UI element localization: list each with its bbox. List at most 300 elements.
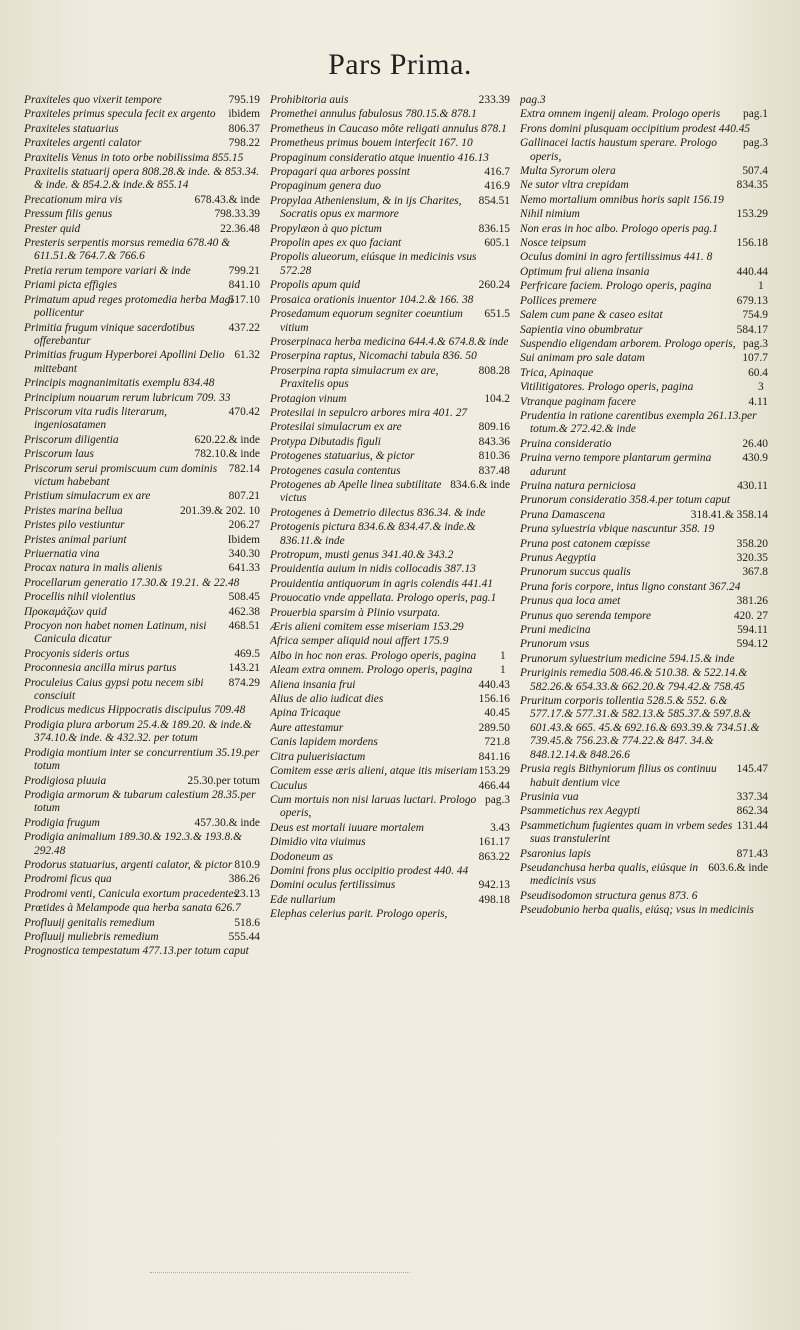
entry-text: Prodigia montium inter se concurrentium 35.19.per totum xyxy=(24,746,260,773)
entry-reference: 233.39 xyxy=(478,94,510,106)
entry-text: Propaginum consideratio atque inuentio 416.13 xyxy=(270,151,489,164)
index-entry xyxy=(520,352,768,365)
entry-reference: 260.24 xyxy=(478,279,510,292)
entry-text: Albo in hoc non eras. Prologo operis, pagina xyxy=(270,649,477,662)
entry-text: Principis magnanimitatis exemplu 834.48 xyxy=(24,377,215,390)
entry-reference: 104.2 xyxy=(484,392,510,405)
index-entry xyxy=(270,507,510,520)
index-entry xyxy=(24,463,260,490)
entry-text: Optimum frui aliena insania xyxy=(520,265,650,278)
entry-text: Africa semper aliquid noui affert 175.9 xyxy=(270,635,449,648)
index-entry xyxy=(520,904,768,917)
index-entry xyxy=(270,693,510,706)
entry-text: Prunorum vsus xyxy=(520,638,590,651)
entry-reference: 498.18 xyxy=(478,893,510,906)
entry-reference: 782.14 xyxy=(228,462,260,475)
index-entry xyxy=(520,890,768,903)
entry-text: Promethei annulus fabulosus 780.15.& 878.1 xyxy=(270,108,477,121)
entry-reference: 143.21 xyxy=(228,662,260,675)
entry-text: Multa Syrorum olera xyxy=(520,165,616,178)
entry-text: Protagion vinum xyxy=(270,392,347,405)
entry-reference: 358.20 xyxy=(736,537,768,550)
entry-text: Æris alieni comitem esse miseriam 153.29 xyxy=(270,621,464,634)
entry-text: Profluuij muliebris remedium xyxy=(24,930,159,943)
index-entry xyxy=(270,479,510,506)
entry-text: Protogenis pictura 834.6.& 834.47.& inde.& 836.11.& inde xyxy=(270,521,476,547)
entry-reference: 863.22 xyxy=(478,850,510,863)
entry-reference: 721.8 xyxy=(484,736,510,749)
index-entry xyxy=(520,223,768,236)
entry-reference: 837.48 xyxy=(478,464,510,477)
entry-reference: ibidem xyxy=(228,108,260,121)
entry-reference: 26.40 xyxy=(742,437,768,450)
entry-text: Propylæon à quo pictum xyxy=(270,222,382,235)
index-entry xyxy=(270,751,510,764)
entry-reference: 60.4 xyxy=(748,366,768,379)
entry-reference: 1 xyxy=(758,280,764,293)
index-entry xyxy=(270,851,510,864)
entry-reference: 782.10.& inde xyxy=(194,448,260,461)
entry-text: Domini frons plus occipitio prodest 440. 44 xyxy=(270,864,469,877)
entry-text: Prosaica orationis inuentor 104.2.& 166. 38 xyxy=(270,293,474,306)
entry-text: Praxiteles quo vixerit tempore xyxy=(24,94,162,106)
entry-text: Sapientia vino obumbratur xyxy=(520,323,643,336)
entry-text: Prohibitoria auis xyxy=(270,94,349,106)
index-entry xyxy=(24,859,260,872)
entry-text: Praxitelis statuarij opera 808.28.& inde. & 853.34. & inde. & 854.2.& inde.& 855.14 xyxy=(24,166,260,192)
entry-reference: 430.11 xyxy=(737,479,768,492)
entry-text: Pruritum corporis tollentia 528.5.& 552. 6.& 577.17.& 577.31.& 582.13.& 585.37.& 597.8.& 601.43.& 665. 45.& 692.16.& 693.39.& 734.51.& 739.45.& 756.23.& 774.22.& 847. 34.& 848.12.14.& 848.26.6 xyxy=(520,695,760,761)
index-entry xyxy=(520,480,768,493)
index-entry xyxy=(24,448,260,461)
index-entry xyxy=(520,438,768,451)
entry-reference: 468.51 xyxy=(228,620,260,633)
entry-text: Procellarum generatio 17.30.& 19.21. & 22.48 xyxy=(24,576,240,589)
entry-text: Trica, Apinaque xyxy=(520,366,594,379)
index-entry xyxy=(270,780,510,793)
entry-text: Prouidentia auium in nidis collocadis 387.13 xyxy=(270,563,476,576)
entry-text: Protesilai simulacrum ex are xyxy=(270,421,402,434)
entry-reference: 420. 27 xyxy=(733,609,768,622)
entry-reference: 25.30.per totum xyxy=(187,774,260,787)
index-entry xyxy=(24,719,260,746)
index-entry xyxy=(24,322,260,349)
index-entry xyxy=(24,931,260,944)
index-entry xyxy=(270,450,510,463)
entry-text: Prodigia armorum & tubarum calestium 28.35.per totum xyxy=(24,788,256,815)
index-entry xyxy=(520,595,768,608)
index-entry xyxy=(270,679,510,692)
entry-reference: 809.16 xyxy=(478,421,510,434)
entry-text: Perfricare faciem. Prologo operis, pagina xyxy=(520,280,712,293)
index-entry xyxy=(520,108,768,121)
entry-reference: 4.11 xyxy=(748,395,768,408)
entry-reference: 22.36.48 xyxy=(220,222,260,235)
entry-text: Prodicus medicus Hippocratis discipulus 709.48 xyxy=(24,704,246,717)
index-entry xyxy=(270,794,510,821)
entry-reference: 834.6.& inde xyxy=(450,478,510,491)
entry-reference: 605.1 xyxy=(484,237,510,250)
entry-text: Priuernatia vina xyxy=(24,548,100,560)
entry-reference: 808.28 xyxy=(478,364,510,377)
entry-text: Priscorum laus xyxy=(24,448,94,461)
index-entry xyxy=(520,653,768,666)
entry-text: Pruni medicina xyxy=(520,624,591,637)
index-entry xyxy=(520,610,768,623)
entry-reference: 440.43 xyxy=(478,678,510,691)
entry-reference: 517.10 xyxy=(228,293,260,306)
entry-text: Canis lapidem mordens xyxy=(270,736,378,749)
entry-text: Prodigia plura arborum 25.4.& 189.20. & inde.& 374.10.& inde. & 432.32. per totum xyxy=(24,718,252,745)
index-entry xyxy=(270,279,510,292)
entry-text: Pruna post catonem cœpisse xyxy=(520,537,651,550)
entry-text: Prouidentia antiquorum in agris colendis 441.41 xyxy=(270,577,493,590)
index-entry xyxy=(520,309,768,322)
entry-text: Propaginum genera duo xyxy=(270,180,381,193)
entry-text: Prœtides à Melampode qua herba sanata 626.7 xyxy=(24,902,241,915)
entry-text: Priscorum vita rudis literarum, ingeniosatamen xyxy=(24,405,168,432)
index-entry xyxy=(520,179,768,192)
entry-text: Prunus quo serenda tempore xyxy=(520,609,652,622)
entry-text: Prognostica tempestatum 477.13.per totum caput xyxy=(24,945,249,958)
entry-text: Protypa Dibutadis figuli xyxy=(270,435,381,448)
entry-reference: 61.32 xyxy=(234,349,260,362)
index-entry xyxy=(270,223,510,236)
entry-text: Propolis apum quid xyxy=(270,279,361,292)
index-entry xyxy=(24,406,260,433)
index-entry xyxy=(520,509,768,522)
entry-text: Primitia frugum vinique sacerdotibus offerebantur xyxy=(24,321,195,347)
index-entry xyxy=(24,392,260,405)
entry-reference: 367.8 xyxy=(742,566,768,579)
entry-text: Nihil nimium xyxy=(520,208,580,221)
index-entry xyxy=(24,704,260,717)
index-entry xyxy=(24,265,260,278)
index-entry xyxy=(270,549,510,562)
entry-reference: 810.9 xyxy=(234,858,260,871)
entry-reference: 641.33 xyxy=(228,562,260,575)
index-entry xyxy=(270,166,510,179)
entry-text: Prusinia vua xyxy=(520,790,579,803)
entry-text: Procyonis sideris ortus xyxy=(24,647,130,660)
entry-reference: 469.5 xyxy=(234,647,260,660)
entry-text: Primatum apud reges protomedia herba Magi pollicentur xyxy=(24,293,234,320)
entry-text: Pressum filis genus xyxy=(24,208,113,221)
entry-reference: 871.43 xyxy=(736,847,768,860)
entry-text: Frons domini plusquam occipitium prodest 440.45 xyxy=(520,122,751,135)
entry-text: Nosce teipsum xyxy=(520,237,587,250)
index-entry xyxy=(24,237,260,264)
entry-text: Presteris serpentis morsus remedia 678.40 & 611.51.& 764.7.& 766.6 xyxy=(24,237,231,263)
index-entry xyxy=(270,407,510,420)
entry-text: Sui animam pro sale datam xyxy=(520,352,645,365)
entry-text: Pristes pilo vestiuntur xyxy=(24,519,125,532)
entry-reference: 340.30 xyxy=(228,548,260,560)
index-entry xyxy=(520,566,768,579)
entry-text: Aliena insania frui xyxy=(270,678,356,691)
entry-reference: 416.7 xyxy=(484,166,510,179)
index-entry xyxy=(24,662,260,675)
entry-text: Pruna Damascena xyxy=(520,508,606,521)
index-entry xyxy=(270,722,510,735)
entry-reference: 754.9 xyxy=(742,309,768,322)
index-entry xyxy=(520,820,768,847)
index-entry xyxy=(520,452,768,479)
entry-reference: pag.3 xyxy=(743,337,768,350)
entry-text: Aure attestamur xyxy=(270,721,344,734)
entry-text: Procax natura in malis alienis xyxy=(24,562,163,575)
entry-text: Praxiteles primus specula fecit ex argento xyxy=(24,108,216,121)
index-entry xyxy=(270,894,510,907)
index-column-left xyxy=(24,94,260,1294)
entry-text: Propagari qua arbores possint xyxy=(270,166,410,179)
index-entry xyxy=(270,563,510,576)
entry-reference: 874.29 xyxy=(228,676,260,689)
index-entry xyxy=(24,591,260,604)
index-entry xyxy=(270,152,510,165)
index-entry xyxy=(24,505,260,518)
entry-text: Prester quid xyxy=(24,222,81,235)
entry-reference: 806.37 xyxy=(228,122,260,135)
entry-reference: 386.26 xyxy=(228,873,260,886)
index-entry xyxy=(270,836,510,849)
entry-reference: 206.27 xyxy=(228,519,260,532)
index-entry xyxy=(520,338,768,351)
entry-text: Oculus domini in agro fertilissimus 441. 8 xyxy=(520,251,713,264)
entry-reference: 153.29 xyxy=(478,765,510,778)
entry-reference: 437.22 xyxy=(228,321,260,334)
entry-reference: 430.9 xyxy=(742,452,768,465)
entry-text: Prometheus in Caucaso môte religati annulus 878.1 xyxy=(270,122,507,135)
entry-reference: 555.44 xyxy=(228,930,260,943)
footer-rule xyxy=(150,1272,410,1279)
entry-text: Suspendio eligendam arborem. Prologo operis, xyxy=(520,337,736,350)
index-entry xyxy=(24,108,260,121)
entry-reference: 843.36 xyxy=(478,435,510,448)
entry-text: Cuculus xyxy=(270,779,308,792)
entry-text: Pristes animal pariunt xyxy=(24,533,127,546)
entry-reference: pag.1 xyxy=(743,108,768,121)
entry-text: Prodigia frugum xyxy=(24,816,100,829)
entry-reference: 161.17 xyxy=(478,836,510,849)
entry-reference: 337.34 xyxy=(736,790,768,803)
entry-reference: 1 xyxy=(500,649,506,662)
index-entry xyxy=(270,765,510,778)
entry-text: Cum mortuis non nisi laruas luctari. Prologo operis, xyxy=(270,793,477,820)
entry-reference: 594.12 xyxy=(736,638,768,651)
entry-text: Pruina verno tempore plantarum germina adurunt xyxy=(520,452,712,478)
entry-text: Prunus qua loca amet xyxy=(520,595,621,608)
entry-reference: 942.13 xyxy=(478,879,510,892)
index-entry xyxy=(24,194,260,207)
index-entry xyxy=(270,621,510,634)
entry-reference: 156.18 xyxy=(736,237,768,250)
index-entry xyxy=(270,736,510,749)
entry-reference: 795.19 xyxy=(228,94,260,106)
entry-text: Protogenes statuarius, & pictor xyxy=(270,450,415,463)
index-entry xyxy=(24,775,260,788)
entry-text: Pseudanchusa herba qualis, eiúsque in medicinis vsus xyxy=(520,861,699,888)
index-entry xyxy=(24,279,260,292)
index-entry xyxy=(520,523,768,536)
index-entry xyxy=(270,180,510,193)
entry-text: Aleam extra omnem. Prologo operis, pagina xyxy=(270,664,473,677)
index-entry xyxy=(24,490,260,503)
index-entry xyxy=(520,494,768,507)
index-entry xyxy=(520,862,768,889)
entry-reference: 841.16 xyxy=(478,750,510,763)
index-entry xyxy=(24,294,260,321)
entry-reference: 145.47 xyxy=(736,763,768,776)
entry-text: Prudentia in ratione carentibus exempla 261.13.per totum.& 272.42.& inde xyxy=(520,409,757,436)
index-entry xyxy=(520,538,768,551)
index-entry xyxy=(520,381,768,394)
entry-reference: 153.29 xyxy=(736,208,768,221)
index-entry xyxy=(24,677,260,704)
entry-reference: 440.44 xyxy=(736,265,768,278)
entry-text: Proserpina rapta simulacrum ex are, Praxitelis opus xyxy=(270,364,439,391)
entry-text: Pseudisodomon structura genus 873. 6 xyxy=(520,889,698,902)
index-entry xyxy=(270,294,510,307)
entry-reference: 318.41.& 358.14 xyxy=(690,508,768,521)
index-entry xyxy=(270,237,510,250)
entry-reference: 470.42 xyxy=(228,405,260,418)
index-entry xyxy=(270,521,510,548)
entry-text: Προκαμάζων quid xyxy=(24,605,107,618)
entry-text: Prodorus statuarius, argenti calator, & pictor xyxy=(24,858,233,871)
index-entry xyxy=(270,421,510,434)
entry-text: Protogenes à Demetrio dilectus 836.34. & inde xyxy=(270,506,486,519)
index-entry xyxy=(270,336,510,349)
entry-text: Precationum mira vis xyxy=(24,193,123,206)
entry-text: Extra omnem ingenij aleam. Prologo operis xyxy=(520,108,721,121)
entry-text: Prusia regis Bithyniorum filius os continuu habuit dentium vice xyxy=(520,763,717,789)
entry-text: Gallinacei lactis haustum sperare. Prologo operis, xyxy=(520,137,717,163)
index-entry xyxy=(24,747,260,774)
entry-text: Priscorum serui promiscuum cum dominis victum habebant xyxy=(24,462,218,488)
page-title: Pars Prima. xyxy=(328,48,472,81)
index-entry xyxy=(24,434,260,447)
index-entry xyxy=(24,223,260,236)
entry-text: Prosedamum equorum segniter coeuntium vitium xyxy=(270,308,463,334)
index-entry xyxy=(520,410,768,437)
entry-text: Prodromi ficus qua xyxy=(24,873,112,886)
index-entry xyxy=(520,137,768,164)
entry-text: Protogenes ab Apelle linea subtilitate victus xyxy=(270,478,442,505)
entry-reference: 289.50 xyxy=(478,721,510,734)
index-entry xyxy=(24,817,260,830)
entry-text: Pseudobunio herba qualis, eiúsq; vsus in medicinis xyxy=(520,904,754,917)
index-entry xyxy=(24,873,260,886)
index-entry xyxy=(520,208,768,221)
entry-reference: 603.6.& inde xyxy=(708,861,768,874)
entry-reference: 416.9 xyxy=(484,180,510,193)
index-entry xyxy=(24,548,260,561)
entry-text: Non eras in hoc albo. Prologo operis pag.1 xyxy=(520,222,718,235)
index-entry xyxy=(24,945,260,958)
entry-text: Domini oculus fertilissimus xyxy=(270,879,396,892)
index-entry xyxy=(24,789,260,816)
index-entry xyxy=(520,251,768,264)
index-entry xyxy=(24,519,260,532)
index-column-right xyxy=(520,94,768,1294)
entry-text: Protesilai in sepulcro arbores mira 401. 27 xyxy=(270,406,468,419)
index-entry xyxy=(520,638,768,651)
index-entry xyxy=(24,577,260,590)
entry-reference: 798.33.39 xyxy=(214,208,260,221)
index-entry xyxy=(24,377,260,390)
entry-text: Primitias frugum Hyperborei Apollini Delio mittebant xyxy=(24,349,225,375)
index-entry xyxy=(24,831,260,858)
entry-text: Proserpinaca herba medicina 644.4.& 674.8.& inde xyxy=(270,335,509,348)
entry-text: Ede nullarium xyxy=(270,893,336,906)
entry-reference: 854.51 xyxy=(478,194,510,207)
index-entry xyxy=(270,137,510,150)
entry-reference: 620.22.& inde xyxy=(194,433,260,446)
entry-reference: 594.11 xyxy=(737,624,768,637)
index-entry xyxy=(270,195,510,222)
entry-text: Dodoneum as xyxy=(270,850,333,863)
index-entry xyxy=(24,208,260,221)
index-entry xyxy=(520,295,768,308)
entry-reference: 466.44 xyxy=(478,779,510,792)
entry-text: Vitilitigatores. Prologo operis, pagina xyxy=(520,381,694,394)
entry-reference: 508.45 xyxy=(228,591,260,604)
entry-text: Salem cum pane & caseo esitat xyxy=(520,309,663,322)
entry-reference: 320.35 xyxy=(736,552,768,564)
entry-text: Citra puluerisiactum xyxy=(270,750,366,763)
entry-text: Praxiteles statuarius xyxy=(24,122,119,135)
entry-text: Pruina natura perniciosa xyxy=(520,479,636,492)
entry-reference: pag.3 xyxy=(743,137,768,150)
index-entry xyxy=(270,393,510,406)
index-entry xyxy=(270,350,510,363)
entry-text: Prouerbia sparsim à Plinio vsurpata. xyxy=(270,606,441,619)
index-entry xyxy=(520,667,768,694)
index-entry xyxy=(520,581,768,594)
index-entry xyxy=(270,108,510,121)
entry-reference: 841.10 xyxy=(228,279,260,292)
index-entry xyxy=(270,365,510,392)
entry-text: Pristium simulacrum ex are xyxy=(24,490,151,503)
entry-text: Profluuij genitalis remedium xyxy=(24,916,155,929)
entry-reference: 462.38 xyxy=(228,605,260,618)
entry-text: Apina Tricaque xyxy=(270,707,341,720)
entry-text: Psammetichus rex Aegypti xyxy=(520,805,641,818)
entry-text: Nemo mortalium omnibus horis sapit 156.19 xyxy=(520,193,724,206)
entry-text: Prodromi venti, Canicula exortum pracedentes xyxy=(24,887,238,900)
index-entry xyxy=(24,648,260,661)
entry-reference: 807.21 xyxy=(228,490,260,503)
index-entry xyxy=(24,562,260,575)
index-entry xyxy=(24,902,260,915)
entry-reference: 834.35 xyxy=(736,179,768,192)
entry-text: Prunorum syluestrium medicine 594.15.& inde xyxy=(520,652,735,665)
entry-text: Prunus Aegyptia xyxy=(520,552,597,564)
index-entry xyxy=(520,396,768,409)
index-entry xyxy=(520,237,768,250)
entry-text: Ne sutor vltra crepidam xyxy=(520,179,629,192)
entry-text: Principium nouarum rerum lubricum 709. 33 xyxy=(24,391,231,404)
index-entry xyxy=(24,152,260,165)
entry-text: Deus est mortali iuuare mortalem xyxy=(270,821,424,834)
entry-text: Praxiteles argenti calator xyxy=(24,137,142,150)
entry-reference: 679.13 xyxy=(736,294,768,307)
entry-text: Procellis nihil violentius xyxy=(24,591,136,604)
index-entry xyxy=(24,123,260,136)
entry-text: Pretia rerum tempore variari & inde xyxy=(24,264,191,277)
entry-text: Psammetichum fugientes quam in vrbem sedes suas transtulerint xyxy=(520,819,733,846)
